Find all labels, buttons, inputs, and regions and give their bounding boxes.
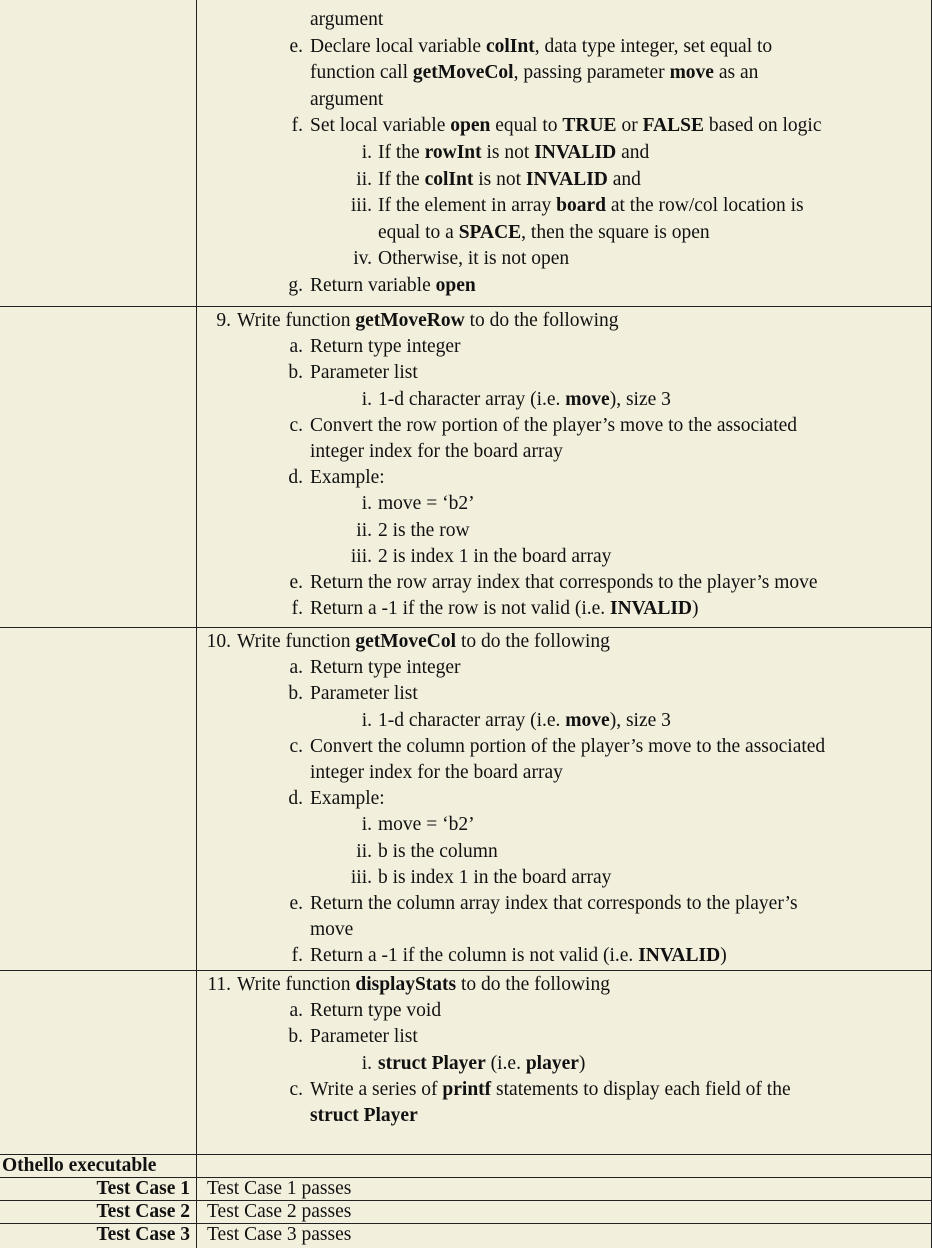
- instruction-line: Return type void: [310, 1000, 442, 1022]
- list-marker: i.: [361, 388, 372, 410]
- list-marker: 10.: [206, 631, 231, 652]
- rubric-instructions-cell: [197, 1201, 932, 1224]
- instruction-line: Return the row array index that corresponds to the player’s move: [310, 572, 818, 593]
- bold-term: player: [525, 1052, 579, 1074]
- rubric-criteria-cell: [0, 307, 197, 628]
- list-marker: f.: [291, 945, 303, 967]
- list-marker: i.: [361, 1052, 372, 1074]
- instruction-line: [237, 974, 610, 996]
- list-marker: g.: [288, 275, 303, 296]
- instruction-line: Parameter list: [310, 1026, 418, 1048]
- bold-term: move: [669, 62, 714, 84]
- text-segment: based on logic: [703, 115, 822, 137]
- rubric-criteria-cell: [0, 628, 197, 971]
- rubric-instructions-cell: [197, 971, 932, 1155]
- bold-term: FALSE: [642, 115, 704, 137]
- row-divider: [0, 1177, 932, 1178]
- rubric-criteria-cell: [0, 1201, 197, 1224]
- rubric-row-test-case: [0, 1201, 932, 1224]
- list-marker: i.: [361, 814, 372, 836]
- text-segment: is not: [473, 168, 526, 190]
- test-case-result: Test Case 1 passes: [207, 1178, 352, 1199]
- text-segment: Write function: [237, 631, 356, 652]
- instruction-line: [310, 275, 476, 297]
- rubric-criteria-cell: [0, 0, 197, 307]
- text-segment: ): [720, 945, 727, 967]
- rubric-instructions-cell: [197, 1224, 932, 1248]
- text-segment: to do the following: [456, 974, 610, 995]
- text-segment: 1-d character array (i.e.: [378, 709, 566, 731]
- row-divider: [0, 627, 932, 628]
- text-segment: , then the square is open: [521, 221, 710, 243]
- instruction-line: Parameter list: [310, 683, 418, 705]
- text-segment: Return a -1 if the column is not valid (i.e.: [310, 945, 639, 967]
- text-segment: , data type integer, set equal to: [534, 35, 773, 57]
- text-segment: Write a series of: [310, 1078, 443, 1100]
- test-case-label: Test Case 2: [96, 1201, 190, 1222]
- bold-term: move: [565, 709, 610, 731]
- list-marker: iii.: [350, 195, 372, 217]
- rubric-row-step-9: [0, 307, 932, 628]
- rubric-row-step-10: [0, 628, 932, 971]
- instruction-line: 2 is index 1 in the board array: [378, 545, 612, 567]
- instruction-line: Convert the row portion of the player’s move to the associated: [310, 414, 798, 436]
- rubric-row-test-case: [0, 1224, 932, 1248]
- list-marker: c.: [289, 735, 303, 757]
- text-segment: , passing parameter: [513, 62, 670, 84]
- list-marker: ii.: [356, 840, 372, 862]
- bold-term: board: [556, 195, 606, 217]
- instruction-line: [310, 1105, 418, 1127]
- text-segment: to do the following: [464, 310, 619, 331]
- bold-term: SPACE: [458, 221, 522, 243]
- text-segment: and: [607, 168, 641, 190]
- bold-term: TRUE: [562, 115, 617, 137]
- bold-term: open: [435, 275, 476, 296]
- rubric-criteria-cell: [0, 1155, 197, 1178]
- rubric-instructions-cell: [197, 0, 932, 307]
- instruction-line: [310, 945, 727, 967]
- bold-term: colInt: [485, 35, 535, 57]
- list-marker: a.: [289, 1000, 303, 1022]
- instruction-line: [378, 222, 710, 244]
- instruction-line: 2 is the row: [378, 519, 470, 541]
- instruction-line: Return type integer: [310, 336, 461, 358]
- text-segment: ): [578, 1052, 586, 1074]
- instruction-line: [310, 598, 699, 620]
- list-marker: b.: [288, 362, 303, 384]
- rubric-instructions-cell: [197, 307, 932, 628]
- text-segment: Write function: [237, 310, 356, 331]
- text-segment: to do the following: [456, 631, 610, 652]
- section-label: Othello executable: [2, 1155, 157, 1176]
- list-marker: iii.: [350, 545, 372, 567]
- instruction-line: Parameter list: [310, 362, 418, 384]
- text-segment: is not: [481, 142, 535, 163]
- row-divider: [0, 306, 932, 307]
- list-marker: e.: [289, 893, 303, 914]
- instruction-line: [310, 115, 821, 137]
- list-marker: 11.: [207, 974, 231, 995]
- test-case-result: Test Case 3 passes: [207, 1224, 352, 1245]
- bold-term: move: [565, 388, 610, 410]
- instruction-line: [378, 710, 671, 732]
- list-marker: iv.: [353, 248, 372, 270]
- instruction-line: [378, 389, 671, 411]
- rubric-criteria-cell: [0, 971, 197, 1155]
- text-segment: Write function: [237, 974, 356, 995]
- bold-term: rowInt: [424, 142, 482, 163]
- list-marker: iii.: [350, 866, 372, 888]
- bold-term: getMoveRow: [355, 310, 465, 331]
- text-segment: at the row/col location is: [605, 195, 804, 217]
- row-divider: [0, 1154, 932, 1155]
- list-marker: i.: [361, 493, 372, 515]
- row-divider: [0, 970, 932, 971]
- list-marker: i.: [361, 709, 372, 731]
- list-marker: 9.: [216, 310, 231, 331]
- row-divider: [0, 1223, 932, 1224]
- rubric-row-othello-executable: [0, 1155, 932, 1178]
- instruction-line: [237, 310, 619, 332]
- instruction-line: Return type integer: [310, 657, 461, 679]
- list-marker: ii.: [356, 519, 372, 541]
- instruction-line: b is the column: [378, 840, 498, 862]
- list-marker: a.: [289, 657, 303, 679]
- text-segment: ): [692, 598, 699, 620]
- test-case-label: Test Case 3: [96, 1224, 190, 1245]
- instruction-line: integer index for the board array: [310, 441, 563, 462]
- bold-term: INVALID: [525, 168, 608, 190]
- list-marker: e.: [289, 572, 303, 593]
- list-marker: b.: [288, 1026, 303, 1048]
- instruction-line: [378, 142, 649, 164]
- instruction-line: [378, 1053, 585, 1075]
- list-marker: ii.: [356, 168, 372, 190]
- bold-term: INVALID: [610, 598, 693, 620]
- text-segment: or: [616, 115, 643, 137]
- list-marker: c.: [289, 1078, 303, 1100]
- bold-term: INVALID: [534, 142, 617, 163]
- instruction-line: [310, 62, 758, 84]
- instruction-line: Example:: [310, 788, 385, 810]
- text-segment: Declare local variable: [310, 35, 486, 57]
- row-divider: [0, 1200, 932, 1201]
- instruction-line: [378, 169, 641, 191]
- text-segment: and: [616, 142, 650, 163]
- text-segment: ), size 3: [609, 709, 671, 731]
- bold-term: INVALID: [638, 945, 721, 967]
- text-segment: If the element in array: [378, 195, 557, 217]
- instruction-line: b is index 1 in the board array: [378, 866, 612, 888]
- list-marker: a.: [289, 336, 303, 358]
- list-marker: b.: [288, 683, 303, 705]
- instruction-line: Example:: [310, 467, 385, 489]
- list-marker: i.: [361, 142, 372, 163]
- text-segment: equal to: [490, 115, 563, 137]
- bold-term: getMoveCol: [412, 62, 514, 84]
- text-segment: If the: [378, 142, 425, 163]
- bold-term: colInt: [424, 168, 474, 190]
- rubric-criteria-cell: [0, 1224, 197, 1248]
- instruction-line: Return the column array index that corresponds to the player’s: [310, 893, 798, 914]
- text-segment: function call: [310, 62, 413, 84]
- instruction-line: Otherwise, it is not open: [378, 248, 570, 270]
- rubric-criteria-cell: [0, 1178, 197, 1201]
- list-marker: d.: [288, 788, 303, 810]
- text-segment: Return variable: [310, 275, 436, 296]
- rubric-row-test-case: [0, 1178, 932, 1201]
- instruction-line: integer index for the board array: [310, 762, 563, 783]
- text-segment: If the: [378, 168, 425, 190]
- rubric-instructions-cell: [197, 628, 932, 971]
- rubric-row-step-8-continued: [0, 0, 932, 307]
- text-segment: as an: [713, 62, 759, 84]
- test-case-result: Test Case 2 passes: [207, 1201, 352, 1222]
- list-marker: e.: [289, 35, 303, 57]
- rubric-instructions-cell: [197, 1155, 932, 1178]
- instruction-line: [310, 1079, 791, 1101]
- bold-term: struct Player: [378, 1052, 486, 1074]
- instruction-line: [237, 631, 610, 653]
- instruction-line: [378, 195, 804, 217]
- bold-term: displayStats: [355, 974, 457, 995]
- rubric-instructions-cell: [197, 1178, 932, 1201]
- list-marker: f.: [291, 115, 303, 137]
- test-case-label: Test Case 1: [96, 1178, 190, 1199]
- text-segment: statements to display each field of the: [491, 1078, 791, 1100]
- text-segment: Return a -1 if the row is not valid (i.e.: [310, 598, 611, 620]
- text-segment: equal to a: [378, 221, 459, 243]
- rubric-row-step-11: [0, 971, 932, 1155]
- instruction-line: move: [310, 919, 354, 941]
- instruction-line: [310, 36, 772, 58]
- text-segment: Set local variable: [310, 115, 451, 137]
- list-marker: c.: [289, 414, 303, 436]
- list-marker: f.: [291, 598, 303, 620]
- bold-term: open: [450, 115, 491, 137]
- bold-term: printf: [442, 1078, 492, 1100]
- instruction-line: Convert the column portion of the player’s move to the associated: [310, 735, 826, 757]
- bold-term: getMoveCol: [355, 631, 457, 652]
- list-marker: d.: [288, 467, 303, 489]
- instruction-line: argument: [310, 9, 384, 30]
- text-segment: (i.e.: [485, 1052, 526, 1074]
- text-segment: ), size 3: [609, 388, 671, 410]
- text-segment: 1-d character array (i.e.: [378, 388, 566, 410]
- instruction-line: argument: [310, 88, 384, 110]
- bold-term: struct Player: [310, 1105, 418, 1126]
- instruction-line: move = ‘b2’: [378, 814, 475, 836]
- instruction-line: move = ‘b2’: [378, 493, 475, 515]
